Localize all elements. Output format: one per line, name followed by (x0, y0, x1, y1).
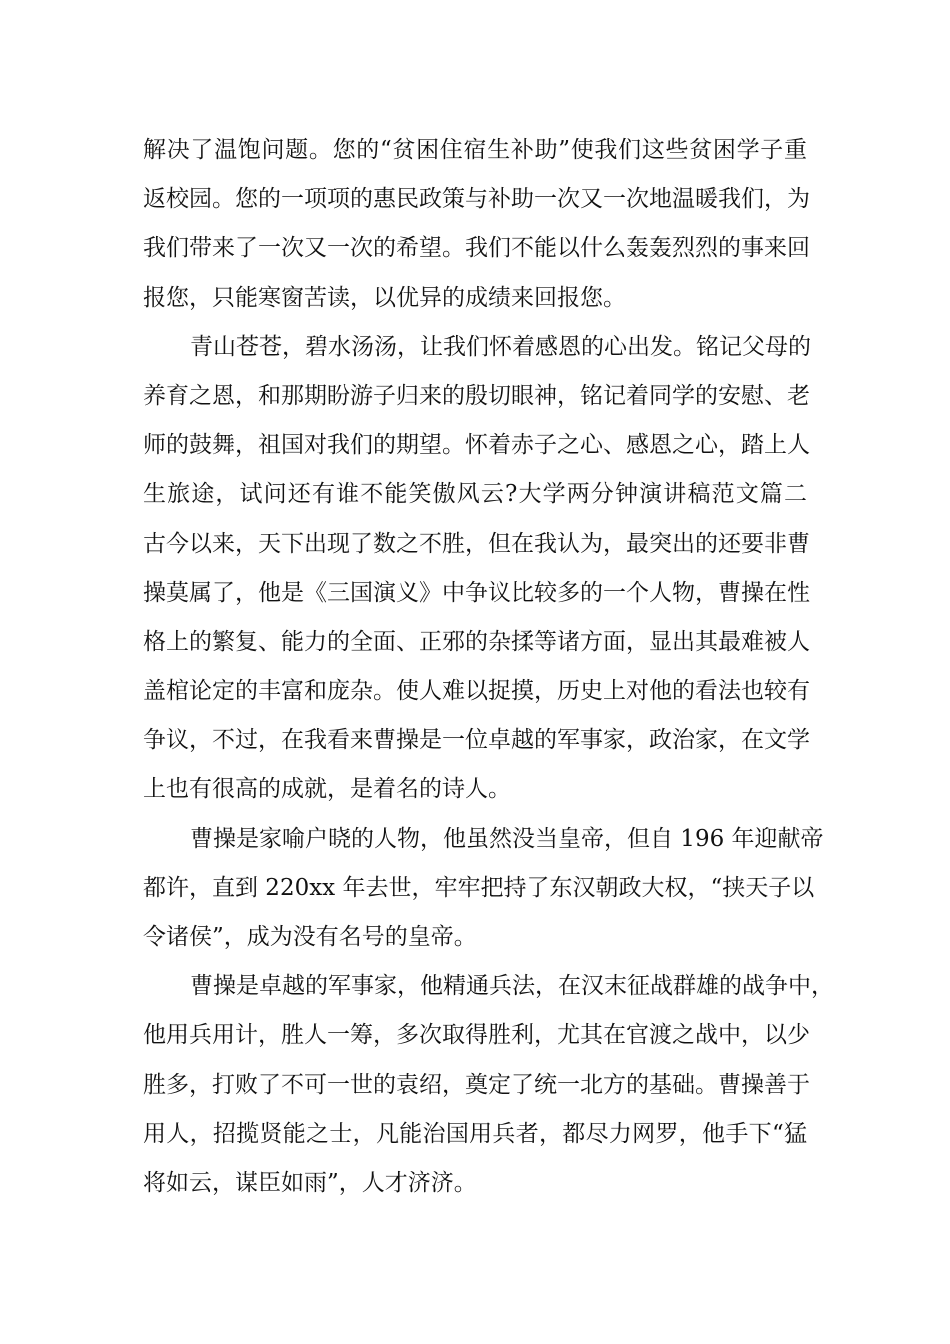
text-line: 返校园。您的一项项的惠民政策与补助一次又一次地温暖我们，为 (143, 186, 810, 213)
text-line: 用人，招揽贤能之士，凡能治国用兵者，都尽力网罗，他手下“猛 (143, 1120, 807, 1147)
text-line: 争议，不过，在我看来曹操是一位卓越的军事家，政治家，在文学 (143, 727, 810, 754)
text-line: 生旅途，试问还有谁不能笑傲风云?大学两分钟演讲稿范文篇二 (143, 481, 807, 508)
text-line: 操莫属了，他是《三国演义》中争议比较多的一个人物，曹操在性 (143, 579, 810, 606)
text-line: 胜多，打败了不可一世的袁绍，奠定了统一北方的基础。曹操善于 (143, 1071, 810, 1098)
text-line: 格上的繁复、能力的全面、正邪的杂揉等诸方面，显出其最难被人 (143, 628, 810, 655)
text-line: 曹操是卓越的军事家，他精通兵法，在汉末征战群雄的战争中， (190, 973, 834, 1000)
text-line: 养育之恩，和那期盼游子归来的殷切眼神，铭记着同学的安慰、老 (143, 382, 810, 409)
text-line: 解决了温饱问题。您的“贫困住宿生补助”使我们这些贫困学子重 (143, 137, 807, 163)
text-line: 盖棺论定的丰富和庞杂。使人难以捉摸，历史上对他的看法也较有 (143, 678, 810, 705)
text-line: 师的鼓舞，祖国对我们的期望。怀着赤子之心、感恩之心，踏上人 (143, 432, 810, 459)
text-line: 古今以来，天下出现了数之不胜，但在我认为，最突出的还要非曹 (143, 530, 810, 557)
text-line: 上也有很高的成就，是着名的诗人。 (143, 776, 511, 803)
paragraph-2 (143, 323, 811, 815)
text-line: 都许，直到 220xx 年去世，牢牢把持了东汉朝政大权，“挟天子以 (143, 874, 815, 901)
text-line: 报您，只能寒窗苦读，以优异的成绩来回报您。 (143, 284, 626, 311)
paragraph-1 (143, 126, 810, 323)
document-body (143, 126, 834, 1208)
text-line: 我们带来了一次又一次的希望。我们不能以什么轰轰烈烈的事来回 (143, 235, 810, 262)
text-line: 他用兵用计，胜人一筹，多次取得胜利，尤其在官渡之战中，以少 (143, 1022, 810, 1049)
text-line: 曹操是家喻户晓的人物，他虽然没当皇帝，但自 196 年迎献帝 (190, 825, 824, 852)
text-line: 令诸侯”，成为没有名号的皇帝。 (143, 924, 477, 950)
paragraph-3 (143, 815, 824, 963)
text-line: 将如云，谋臣如雨”，人才济济。 (143, 1169, 477, 1196)
paragraph-4 (143, 962, 834, 1208)
text-line: 青山苍苍，碧水汤汤，让我们怀着感恩的心出发。铭记父母的 (190, 333, 811, 360)
